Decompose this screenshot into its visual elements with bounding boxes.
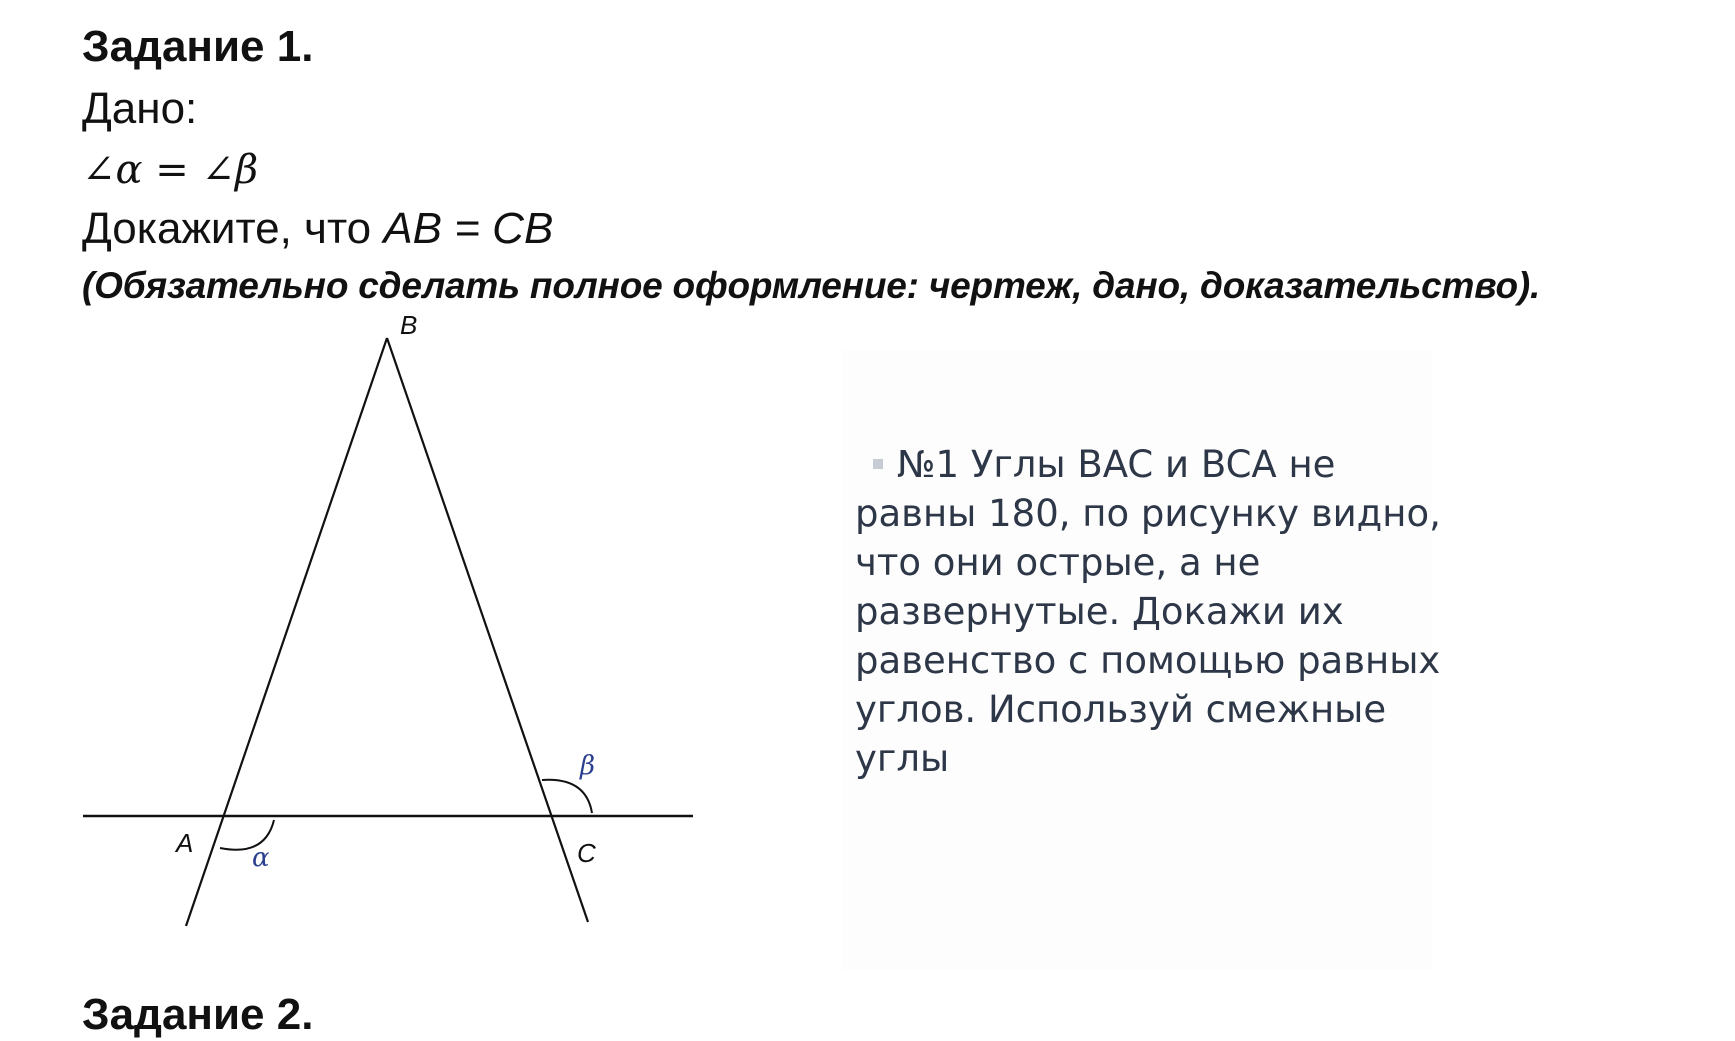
hint-bullet-icon bbox=[873, 459, 883, 469]
prove-equality: AB = CB bbox=[383, 204, 554, 253]
task2-heading: Задание 2. bbox=[82, 990, 314, 1039]
prove-prefix: Докажите, что bbox=[82, 204, 384, 253]
hint-body: №1 Углы BAC и BCA не равны 180, по рисунку видно, что они острые, а не развернутые. Докажи их равенство с помощью равных углов. Используй смежные углы bbox=[855, 443, 1441, 780]
vertex-a-label: A bbox=[176, 828, 194, 858]
prove-statement bbox=[82, 204, 553, 255]
vertex-b-label: B bbox=[400, 312, 418, 340]
side-ab bbox=[186, 338, 387, 926]
side-cb bbox=[387, 338, 588, 922]
given-condition bbox=[82, 144, 258, 195]
given-label: Дано: bbox=[82, 84, 198, 133]
beta-label: β bbox=[580, 751, 596, 781]
task1-heading: Задание 1. bbox=[82, 22, 314, 71]
alpha-label: α bbox=[252, 843, 270, 873]
triangle-figure bbox=[70, 312, 710, 932]
requirement-note: (Обязательно сделать полное оформление: чертеж, дано, доказательство). bbox=[82, 265, 1541, 306]
angle-equality: ∠α = ∠β bbox=[82, 147, 259, 193]
hint-text bbox=[855, 440, 1445, 783]
vertex-c-label: C bbox=[577, 838, 596, 868]
